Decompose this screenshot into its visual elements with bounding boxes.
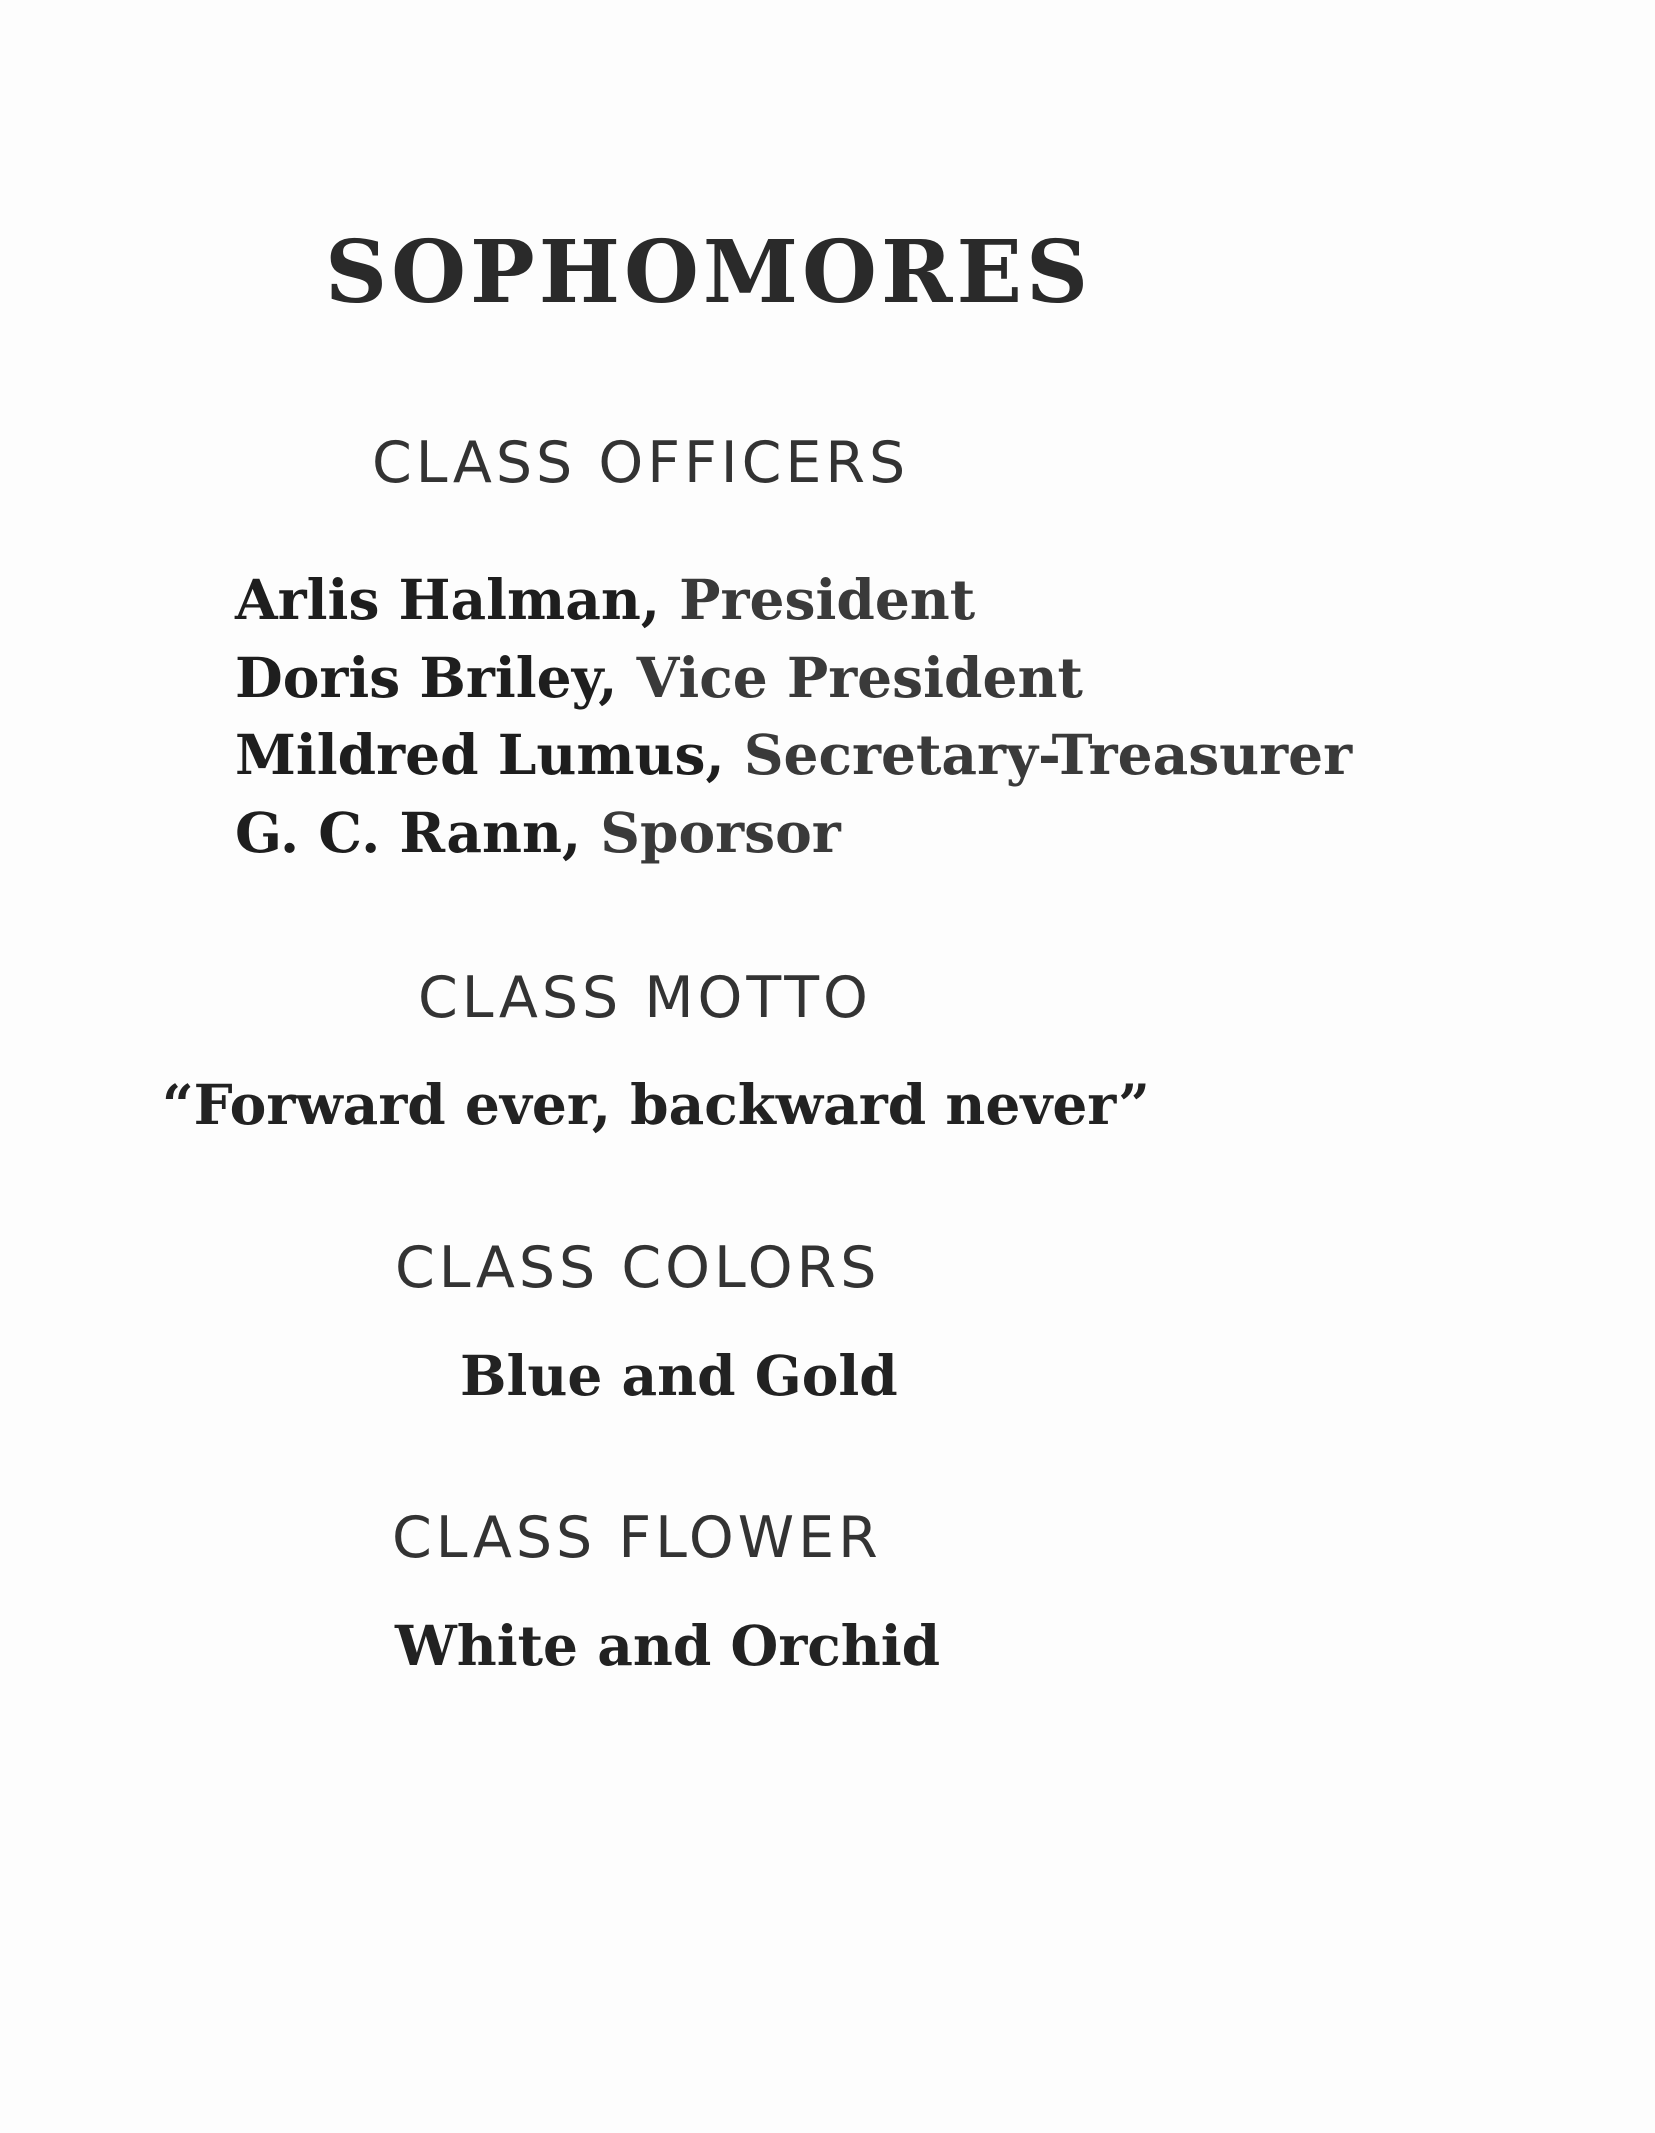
officer-role: President [679, 567, 976, 632]
officer-line-president [235, 567, 975, 632]
officer-line-secretary-treasurer [235, 722, 1352, 787]
class-colors-heading: CLASS COLORS [395, 1235, 881, 1301]
page-title: SOPHOMORES [325, 222, 1093, 323]
class-motto-heading: CLASS MOTTO [418, 965, 872, 1031]
class-motto-text: “Forward ever, backward never” [162, 1072, 1150, 1137]
officer-role: Secretary-Treasurer [743, 722, 1353, 787]
officer-name: Doris Briley, [235, 645, 618, 710]
officer-line-sponsor [235, 800, 841, 865]
officer-line-vice-president [235, 645, 1083, 710]
class-flower-heading: CLASS FLOWER [392, 1505, 882, 1571]
class-colors-text: Blue and Gold [460, 1343, 898, 1408]
officer-name: Mildred Lumus, [235, 722, 725, 787]
officer-name: Arlis Halman, [235, 567, 661, 632]
class-flower-text: White and Orchid [395, 1613, 941, 1678]
class-officers-heading: CLASS OFFICERS [372, 430, 910, 496]
officer-name: G. C. Rann, [235, 800, 582, 865]
officer-role: Vice President [636, 645, 1083, 710]
officer-role: Sporsor [600, 800, 841, 865]
